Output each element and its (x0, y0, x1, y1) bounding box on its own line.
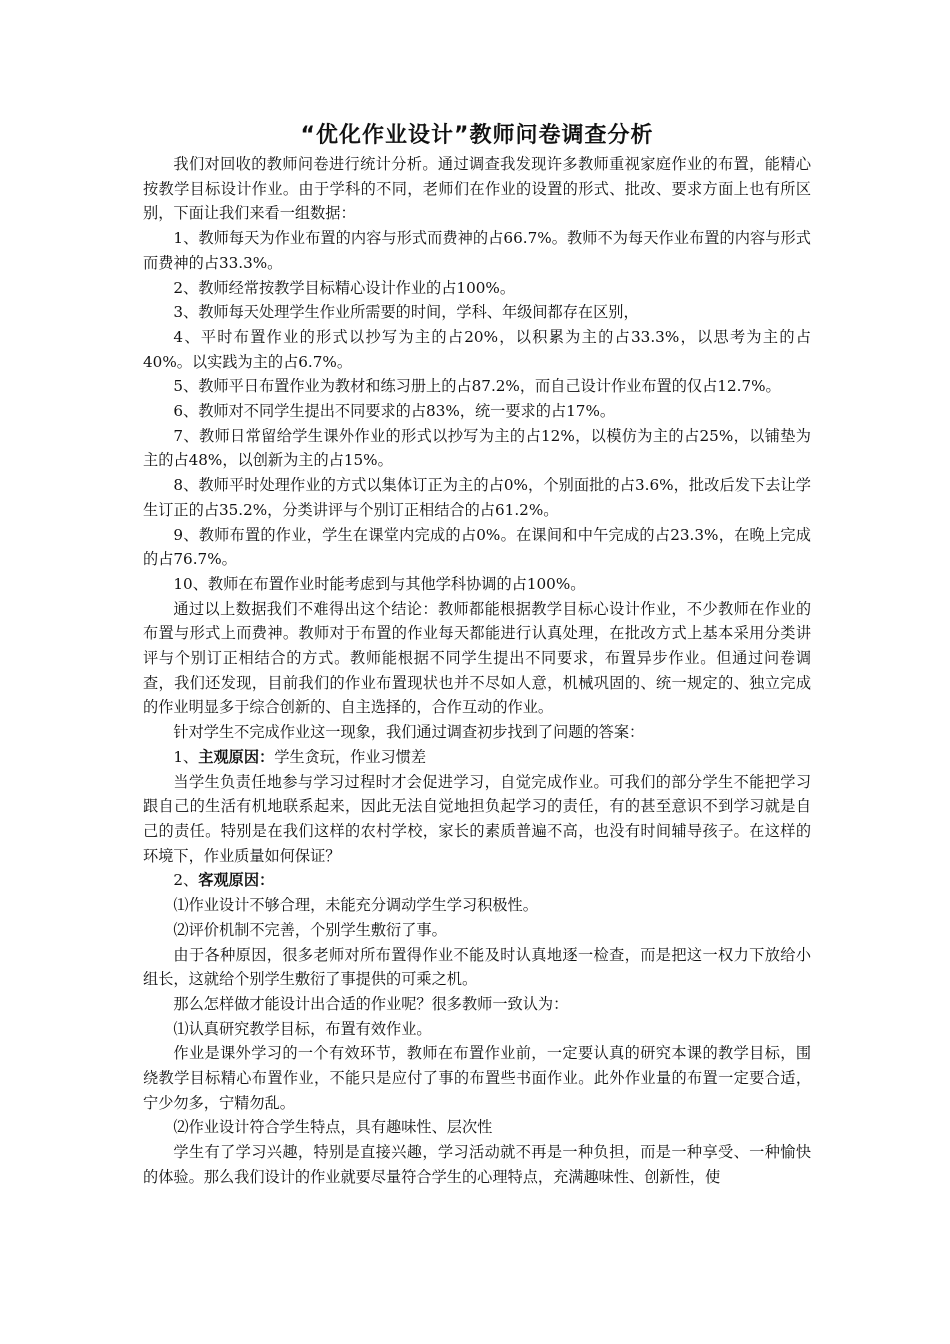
data-item-4: 4、平时布置作业的形式以抄写为主的占20%，以积累为主的占33.3%，以思考为主的占40%。以实践为主的占6.7%。 (143, 327, 811, 371)
document-title: “优化作业设计”教师问卷调查分析 (300, 123, 654, 148)
data-item-7: 7、教师日常留给学生课外作业的形式以抄写为主的占12%，以模仿为主的占25%，以铺垫为主的占48%，以创新为主的占15%。 (143, 426, 811, 470)
subjective-detail: 当学生负责任地参与学习过程时才会促进学习，自觉完成作业。可我们的部分学生不能把学习跟自己的生活有机地联系起来，因此无法自觉地担负起学习的责任，有的甚至意识不到学习就是自己的责任。特别是在我们这样的农村学校，家长的素质普遍不高，也没有时间辅导孩子。在这样的环境下，作业质量如何保证？ (143, 772, 811, 865)
how-2-text: 学生有了学习兴趣，特别是直接兴趣，学习活动就不再是一种负担，而是一种享受、一种愉快的体验。那么我们设计的作业就要尽量符合学生的心理特点，充满趣味性、创新性，使 (143, 1143, 811, 1186)
data-item-8: 8、教师平时处理作业的方式以集体订正为主的占0%，个别面批的占3.6%，批改后发下去让学生订正的占35.2%，分类讲评与个别订正相结合的占61.2%。 (143, 476, 811, 519)
objective-label: 客观原因： (198, 871, 275, 890)
how-1-text: 作业是课外学习的一个有效环节，教师在布置作业前，一定要认真的研究本课的教学目标，围绕教学目标精心布置作业，不能只是应付了事的布置些书面作业。此外作业量的布置一定要合适，宁少勿多，宁精勿乱。 (143, 1044, 811, 1112)
problem-intro: 针对学生不完成作业这一现象，我们通过调查初步找到了问题的答案： (173, 723, 645, 742)
objective-point-1: ⑴作业设计不够合理，未能充分调动学生学习积极性。 (173, 896, 538, 915)
data-item-5: 5、教师平日布置作业为教材和练习册上的占87.2%，而自己设计作业布置的仅占12.7%。 (173, 377, 781, 396)
data-item-1: 1、教师每天为作业布置的内容与形式而费神的占66.7%。教师不为每天作业布置的内容与形式而费神的占33.3%。 (143, 229, 811, 272)
objective-number: 2、 (173, 871, 199, 890)
data-item-3: 3、教师每天处理学生作业所需要的时间，学科、年级间都存在区别， (173, 303, 639, 322)
subjective-text: 学生贪玩，作业习惯差 (274, 747, 427, 766)
data-item-10: 10、教师在布置作业时能考虑到与其他学科协调的占100%。 (173, 574, 586, 593)
subjective-heading (143, 745, 811, 770)
document-page (143, 120, 811, 1190)
how-2-title: ⑵作业设计符合学生特点，具有趣味性、层次性 (173, 1118, 493, 1137)
data-item-6: 6、教师对不同学生提出不同要求的占83%，统一要求的占17%。 (173, 402, 616, 421)
data-item-2: 2、教师经常按教学目标精心设计作业的占100%。 (173, 278, 516, 297)
intro-paragraph: 我们对回收的教师问卷进行统计分析。通过调查我发现许多教师重视家庭作业的布置，能精心按教学目标设计作业。由于学科的不同，老师们在作业的设置的形式、批改、要求方面上也有所区别，下面让我们来看一组数据： (143, 155, 811, 223)
how-1-title: ⑴认真研究教学目标，布置有效作业。 (173, 1019, 432, 1038)
conclusion-paragraph: 通过以上数据我们不难得出这个结论：教师都能根据教学目标心设计作业，不少教师在作业的布置与形式上而费神。教师对于布置的作业每天都能进行认真处理，在批改方式上基本采用分类讲评与个别订正相结合的方式。教师能根据不同学生提出不同要求，布置异步作业。但通过问卷调查，我们还发现，目前我们的作业布置现状也并不尽如人意，机械巩固的、统一规定的、独立完成的作业明显多于综合创新的、自主选择的，合作互动的作业。 (143, 599, 811, 717)
objective-heading (143, 868, 811, 893)
subjective-number: 1、 (173, 747, 199, 766)
how-intro: 那么怎样做才能设计出合适的作业呢？很多教师一致认为： (173, 994, 569, 1013)
objective-detail: 由于各种原因，很多老师对所布置得作业不能及时认真地逐一检查，而是把这一权力下放给小组长，这就给个别学生敷衍了事提供的可乘之机。 (143, 945, 811, 989)
data-item-9: 9、教师布置的作业，学生在课堂内完成的占0%。在课间和中午完成的占23.3%，在晚上完成的占76.7%。 (143, 525, 811, 569)
subjective-label: 主观原因： (198, 747, 275, 766)
objective-point-2: ⑵评价机制不完善，个别学生敷衍了事。 (173, 920, 447, 939)
